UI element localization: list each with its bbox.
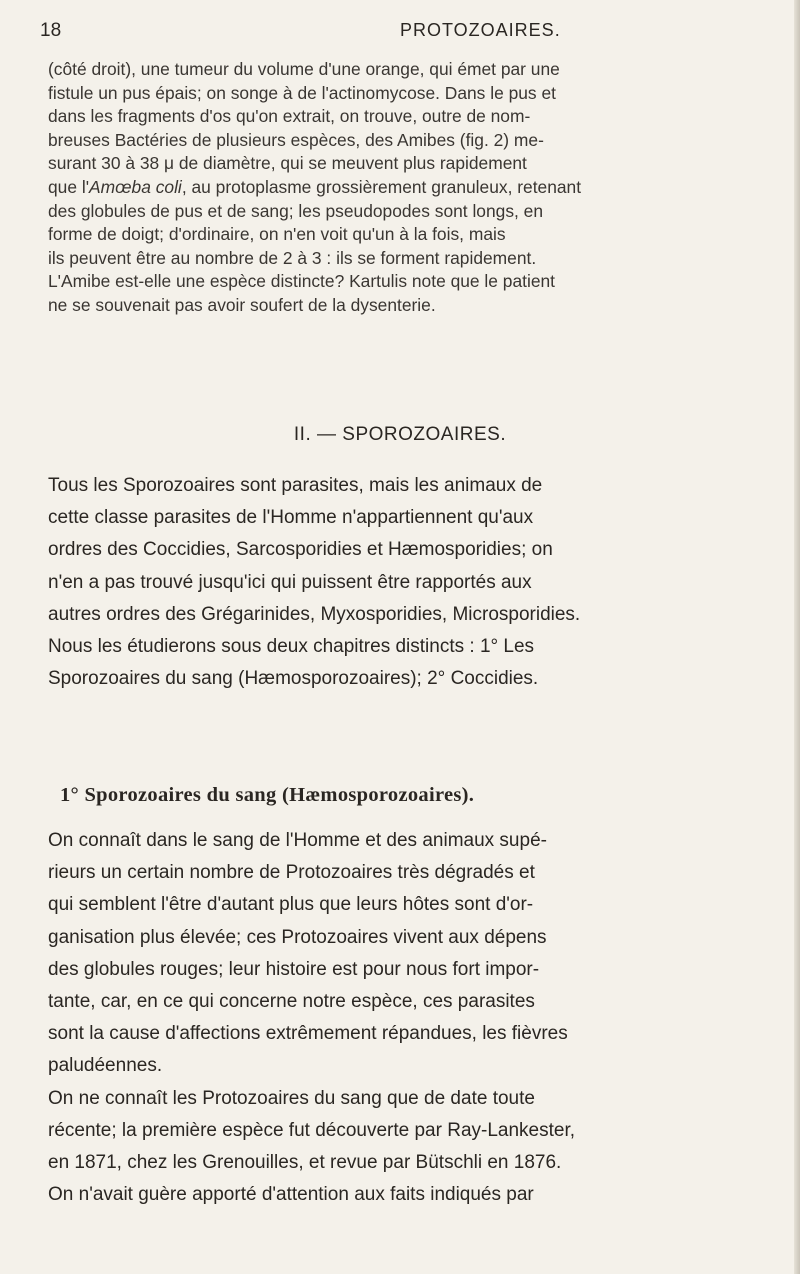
text-line: fistule un pus épais; on songe à de l'actinomycose. Dans le pus et — [48, 82, 556, 103]
text-fragment: , au protoplasme grossièrement granuleux, retenant — [181, 176, 582, 197]
text-line: rieurs un certain nombre de Protozoaires très dégradés et — [48, 862, 535, 884]
text-line: ordres des Coccidies, Sarcosporidies et Hæmosporidies; on — [48, 539, 553, 561]
subheading: 1° Sporozoaires du sang (Hæmosporozoaires). — [60, 784, 475, 806]
text-line: n'en a pas trouvé jusqu'ici qui puissent être rapportés aux — [48, 571, 532, 593]
paragraph-haemosporozoaires — [48, 825, 770, 1211]
text-line: qui semblent l'être d'autant plus que leurs hôtes sont d'or- — [48, 894, 534, 916]
page-edge-shadow — [794, 0, 800, 1274]
section-heading: II. — SPOROZOAIRES. — [293, 424, 507, 445]
running-title: PROTOZOAIRES. — [400, 20, 561, 40]
text-fragment: que l' — [48, 176, 90, 197]
text-line: récente; la première espèce fut découverte par Ray-Lankester, — [48, 1119, 576, 1141]
text-line: On connaît dans le sang de l'Homme et des animaux supé- — [48, 830, 547, 851]
text-line: des globules rouges; leur histoire est pour nous fort impor- — [48, 958, 540, 980]
text-line — [48, 176, 770, 200]
text-line: ne se souvenait pas avoir soufert de la dysenterie. — [48, 294, 436, 315]
text-line: breuses Bactéries de plusieurs espèces, des Amibes (fig. 2) me- — [48, 129, 544, 150]
page-number: 18 — [40, 20, 62, 41]
text-line: sont la cause d'affections extrêmement répandues, les fièvres — [48, 1023, 568, 1045]
text-line: dans les fragments d'os qu'on extrait, on trouve, outre de nom- — [48, 106, 531, 127]
text-line: On ne connaît les Protozoaires du sang que de date toute — [48, 1087, 535, 1109]
species-name-italic: Amœba coli — [89, 176, 182, 197]
paragraph-sporozoaires — [48, 470, 770, 695]
text-line: surant 30 à 38 μ de diamètre, qui se meuvent plus rapidement — [48, 153, 527, 174]
text-line: ganisation plus élevée; ces Protozoaires vivent aux dépens — [48, 926, 547, 948]
small-print-paragraph — [48, 58, 770, 318]
text-line: cette classe parasites de l'Homme n'appartiennent qu'aux — [48, 507, 534, 529]
text-line: forme de doigt; d'ordinaire, on n'en voit qu'un à la fois, mais — [48, 224, 506, 245]
text-line: Sporozoaires du sang (Hæmosporozoaires); 2° Coccidies. — [48, 668, 539, 690]
text-line: On n'avait guère apporté d'attention aux faits indiqués par — [48, 1184, 534, 1206]
text-line: L'Amibe est-elle une espèce distincte? Kartulis note que le patient — [48, 271, 555, 292]
text-line: (côté droit), une tumeur du volume d'une orange, qui émet par une — [48, 59, 560, 79]
text-line: paludéennes. — [48, 1055, 163, 1077]
text-line: tante, car, en ce qui concerne notre espèce, ces parasites — [48, 991, 535, 1013]
running-head — [40, 20, 780, 46]
text-line: ils peuvent être au nombre de 2 à 3 : ils se forment rapidement. — [48, 247, 537, 268]
text-line: en 1871, chez les Grenouilles, et revue par Bütschli en 1876. — [48, 1152, 562, 1174]
text-line: des globules de pus et de sang; les pseudopodes sont longs, en — [48, 200, 544, 221]
text-line: autres ordres des Grégarinides, Myxosporidies, Microsporidies. — [48, 603, 581, 625]
text-line: Nous les étudierons sous deux chapitres distincts : 1° Les — [48, 636, 535, 658]
text-line: Tous les Sporozoaires sont parasites, mais les animaux de — [48, 475, 543, 496]
